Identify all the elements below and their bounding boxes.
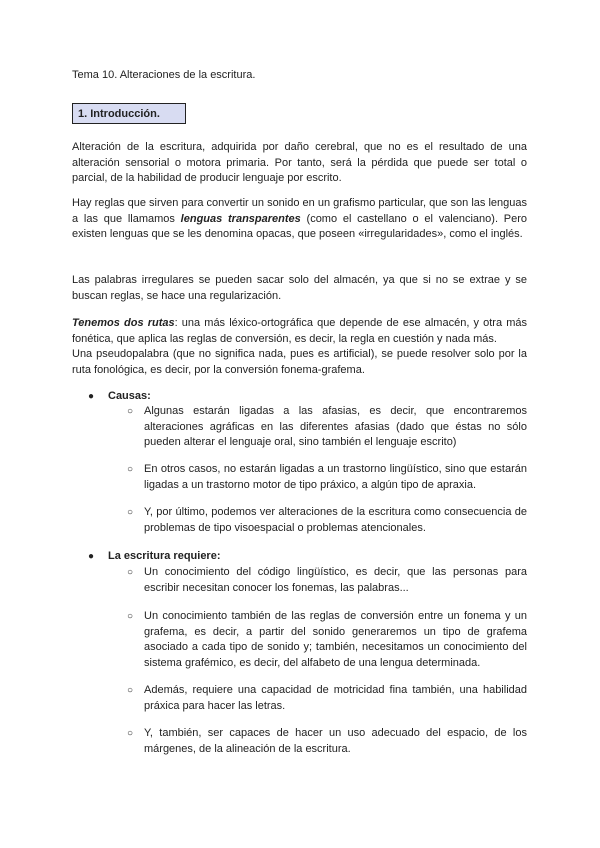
sub-bullet-icon: ○ <box>127 507 134 518</box>
sub-bullet-icon: ○ <box>127 728 134 739</box>
bullet-label: La escritura requiere: <box>108 550 221 562</box>
sub-bullet-icon: ○ <box>127 406 134 417</box>
list-item-text: Algunas estarán ligadas a las afasias, es decir, que encontraremos alteraciones agráficas en las diferentes afasias (dado que éstas no sólo pueden alterar el lenguaje oral, sino también el lenguaje escrito) <box>144 405 527 448</box>
list-item-text: Un conocimiento también de las reglas de conversión entre un fonema y un grafema, es decir, a partir del sonido generaremos un tipo de grafema asociado a cada tipo de sonido y; también, necesitamos un conocimiento del sistema grafémico, es decir, del alfabeto de una lengua determinada. <box>144 610 527 669</box>
paragraph-definition: Alteración de la escritura, adquirida por daño cerebral, que no es el resultado de una alteración sensorial o motora primaria. Por tanto, será la pérdida que puede ser total o parcial, de la habilidad de producir lenguaje por escrito. <box>72 141 527 184</box>
section-heading: 1. Introducción. <box>78 108 160 120</box>
list-item-text: En otros casos, no estarán ligadas a un trastorno lingüístico, sino que estarán ligadas a un trastorno motor de tipo práxico, a algún tipo de apraxia. <box>144 463 527 491</box>
paragraph-pseudoword: Una pseudopalabra (que no significa nada, pues es artificial), se puede resolver solo por la ruta fonológica, es decir, por la conversión fonema-grafema. <box>72 348 527 376</box>
paragraph-irregular-words: Las palabras irregulares se pueden sacar solo del almacén, ya que si no se extrae y se buscan reglas, se hace una regularización. <box>72 274 527 302</box>
bullet-icon: ● <box>88 551 95 562</box>
sub-bullet-icon: ○ <box>127 567 134 578</box>
list-item-text: Además, requiere una capacidad de motricidad fina también, una habilidad práxica para hacer las letras. <box>144 684 527 712</box>
paragraph-text: : una más léxico-ortográfica que depende de ese almacén, y otra más fonética, que aplica las reglas de conversión, es decir, la regla en cuestión y nada más. <box>72 317 527 345</box>
document-title: Tema 10. Alteraciones de la escritura. <box>72 69 256 81</box>
section-heading-box <box>72 103 186 124</box>
bullet-icon: ● <box>88 391 95 402</box>
emphasis-term: Tenemos dos rutas <box>72 317 175 329</box>
sub-bullet-icon: ○ <box>127 685 134 696</box>
emphasis-term: lenguas transparentes <box>180 212 301 225</box>
bullet-label: Causas: <box>108 390 151 402</box>
sub-bullet-icon: ○ <box>127 611 134 622</box>
list-item-text: Un conocimiento del código lingüístico, es decir, que las personas para escribir necesitan conocer los fonemas, las palabras... <box>144 566 527 594</box>
list-item-text: Y, también, ser capaces de hacer un uso adecuado del espacio, de los márgenes, de la alineación de la escritura. <box>144 727 527 755</box>
paragraph-two-routes <box>72 316 527 347</box>
list-item-text: Y, por último, podemos ver alteraciones de la escritura como consecuencia de problemas de tipo visoespacial o problemas atencionales. <box>144 506 527 534</box>
sub-bullet-icon: ○ <box>127 464 134 475</box>
paragraph-text: (como el castellano o el valenciano). Pero existen lenguas que se les denomina opacas, que poseen «irregularidades», como el inglés. <box>72 212 528 240</box>
paragraph-text: Hay reglas que sirven para convertir un sonido en un grafismo particular, que son las lenguas a las que llamamos <box>72 197 527 225</box>
paragraph-transparent-languages <box>72 196 527 243</box>
